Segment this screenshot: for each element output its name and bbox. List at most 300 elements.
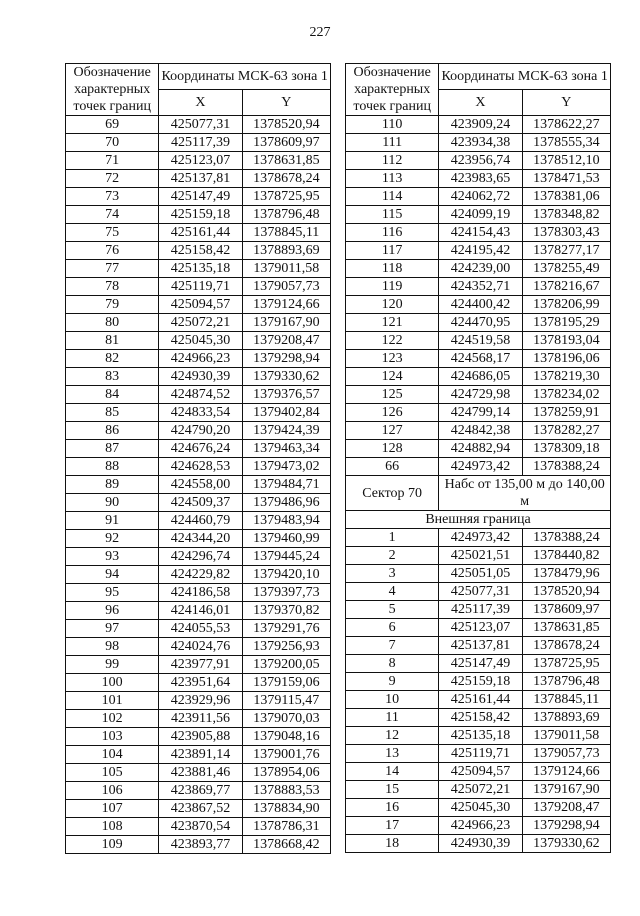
point-id-cell: 96	[66, 602, 159, 620]
x-coordinate-cell: 425072,21	[439, 781, 522, 799]
table-row	[346, 188, 611, 206]
x-coordinate-cell: 425051,05	[439, 565, 522, 583]
table-row	[66, 764, 331, 782]
table-row	[346, 350, 611, 368]
x-coordinate-cell: 425077,31	[159, 116, 242, 134]
y-coordinate-cell: 1379048,16	[242, 728, 330, 746]
point-id-cell: 75	[66, 224, 159, 242]
point-id-cell: 105	[66, 764, 159, 782]
point-id-cell: 103	[66, 728, 159, 746]
x-coordinate-cell: 423869,77	[159, 782, 242, 800]
x-coordinate-cell: 425147,49	[439, 655, 522, 673]
table-row	[66, 584, 331, 602]
x-coordinate-cell: 425117,39	[439, 601, 522, 619]
point-id-cell: 16	[346, 799, 439, 817]
y-coordinate-cell: 1378725,95	[242, 188, 330, 206]
table-row	[66, 242, 331, 260]
table-row	[346, 404, 611, 422]
x-coordinate-cell: 423870,54	[159, 818, 242, 836]
x-coordinate-cell: 424799,14	[439, 404, 522, 422]
x-coordinate-cell: 425077,31	[439, 583, 522, 601]
x-coordinate-cell: 423911,56	[159, 710, 242, 728]
table-row	[66, 170, 331, 188]
table-row	[346, 242, 611, 260]
y-coordinate-cell: 1378282,27	[522, 422, 610, 440]
point-id-cell: 108	[66, 818, 159, 836]
x-coordinate-cell: 424568,17	[439, 350, 522, 368]
x-coordinate-cell: 424966,23	[439, 817, 522, 835]
table-row	[66, 674, 331, 692]
y-coordinate-cell: 1379011,58	[522, 727, 610, 745]
table-row	[346, 296, 611, 314]
point-id-cell: 117	[346, 242, 439, 260]
point-id-cell: 1	[346, 529, 439, 547]
point-id-cell: 94	[66, 566, 159, 584]
point-id-cell: 114	[346, 188, 439, 206]
table-row	[66, 332, 331, 350]
table-row	[66, 404, 331, 422]
coordinates-table-right	[345, 63, 611, 853]
point-id-cell: 88	[66, 458, 159, 476]
sector-note: Набс от 135,00 м до 140,00 м	[439, 476, 611, 511]
x-coordinate-cell: 424874,52	[159, 386, 242, 404]
x-coordinate-cell: 425123,07	[159, 152, 242, 170]
y-coordinate-cell: 1378622,27	[522, 116, 610, 134]
table-row	[346, 116, 611, 134]
point-id-cell: 121	[346, 314, 439, 332]
y-coordinate-cell: 1378195,29	[522, 314, 610, 332]
point-id-cell: 7	[346, 637, 439, 655]
right-table-body-bottom	[346, 529, 611, 853]
y-coordinate-cell: 1379376,57	[242, 386, 330, 404]
table-row	[66, 260, 331, 278]
point-id-cell: 120	[346, 296, 439, 314]
x-coordinate-cell: 423893,77	[159, 836, 242, 854]
y-coordinate-cell: 1379397,73	[242, 584, 330, 602]
y-coordinate-cell: 1378893,69	[522, 709, 610, 727]
coordinates-header: Координаты МСК-63 зона 1	[159, 64, 331, 90]
table-row	[346, 440, 611, 458]
x-coordinate-cell: 424055,53	[159, 620, 242, 638]
x-header: X	[439, 90, 522, 116]
table-row	[346, 386, 611, 404]
table-row	[66, 296, 331, 314]
table-row	[66, 512, 331, 530]
y-coordinate-cell: 1378479,96	[522, 565, 610, 583]
y-coordinate-cell: 1379298,94	[522, 817, 610, 835]
table-row	[346, 835, 611, 853]
y-coordinate-cell: 1378520,94	[522, 583, 610, 601]
y-coordinate-cell: 1379167,90	[242, 314, 330, 332]
point-id-cell: 76	[66, 242, 159, 260]
point-id-cell: 72	[66, 170, 159, 188]
point-id-cell: 11	[346, 709, 439, 727]
point-id-cell: 90	[66, 494, 159, 512]
y-coordinate-cell: 1379420,10	[242, 566, 330, 584]
table-row	[66, 692, 331, 710]
point-id-cell: 80	[66, 314, 159, 332]
point-id-cell: 18	[346, 835, 439, 853]
y-coordinate-cell: 1378796,48	[522, 673, 610, 691]
table-row	[66, 566, 331, 584]
x-coordinate-cell: 425158,42	[439, 709, 522, 727]
point-id-cell: 71	[66, 152, 159, 170]
point-id-cell: 110	[346, 116, 439, 134]
y-coordinate-cell: 1379424,39	[242, 422, 330, 440]
table-row	[66, 710, 331, 728]
table-row	[346, 260, 611, 278]
x-coordinate-cell: 425072,21	[159, 314, 242, 332]
table-row	[66, 620, 331, 638]
table-row	[346, 745, 611, 763]
x-coordinate-cell: 423977,91	[159, 656, 242, 674]
table-row	[346, 458, 611, 476]
point-id-cell: 89	[66, 476, 159, 494]
point-id-cell: 123	[346, 350, 439, 368]
table-row	[346, 763, 611, 781]
y-coordinate-cell: 1378609,97	[242, 134, 330, 152]
table-row	[346, 619, 611, 637]
x-coordinate-cell: 424352,71	[439, 278, 522, 296]
y-coordinate-cell: 1379291,76	[242, 620, 330, 638]
y-coordinate-cell: 1379445,24	[242, 548, 330, 566]
y-coordinate-cell: 1378193,04	[522, 332, 610, 350]
point-id-cell: 78	[66, 278, 159, 296]
point-id-cell: 119	[346, 278, 439, 296]
x-coordinate-cell: 424186,58	[159, 584, 242, 602]
point-id-cell: 70	[66, 134, 159, 152]
x-coordinate-cell: 424400,42	[439, 296, 522, 314]
point-id-cell: 98	[66, 638, 159, 656]
x-coordinate-cell: 424146,01	[159, 602, 242, 620]
y-coordinate-cell: 1378309,18	[522, 440, 610, 458]
table-row	[346, 655, 611, 673]
y-coordinate-cell: 1379330,62	[242, 368, 330, 386]
x-coordinate-cell: 424973,42	[439, 529, 522, 547]
x-coordinate-cell: 425094,57	[159, 296, 242, 314]
table-row	[346, 206, 611, 224]
y-coordinate-cell: 1378845,11	[522, 691, 610, 709]
table-row	[346, 368, 611, 386]
table-row	[66, 152, 331, 170]
point-id-cell: 107	[66, 800, 159, 818]
x-coordinate-cell: 425161,44	[159, 224, 242, 242]
y-coordinate-cell: 1378234,02	[522, 386, 610, 404]
point-id-cell: 97	[66, 620, 159, 638]
x-coordinate-cell: 425137,81	[439, 637, 522, 655]
point-id-cell: 66	[346, 458, 439, 476]
x-coordinate-cell: 423905,88	[159, 728, 242, 746]
y-coordinate-cell: 1378196,06	[522, 350, 610, 368]
table-row	[66, 530, 331, 548]
y-coordinate-cell: 1378348,82	[522, 206, 610, 224]
table-row	[346, 691, 611, 709]
y-coordinate-cell: 1379402,84	[242, 404, 330, 422]
table-row	[346, 727, 611, 745]
y-coordinate-cell: 1379208,47	[242, 332, 330, 350]
y-coordinate-cell: 1378555,34	[522, 134, 610, 152]
y-coordinate-cell: 1379256,93	[242, 638, 330, 656]
y-coordinate-cell: 1378668,42	[242, 836, 330, 854]
y-coordinate-cell: 1378678,24	[242, 170, 330, 188]
y-coordinate-cell: 1378631,85	[522, 619, 610, 637]
point-id-cell: 74	[66, 206, 159, 224]
table-row	[66, 494, 331, 512]
x-coordinate-cell: 425123,07	[439, 619, 522, 637]
table-row	[66, 638, 331, 656]
points-header: Обозначение характерных точек границ	[66, 64, 159, 116]
y-coordinate-cell: 1378206,99	[522, 296, 610, 314]
table-row	[346, 799, 611, 817]
table-row	[66, 422, 331, 440]
y-coordinate-cell: 1379011,58	[242, 260, 330, 278]
point-id-cell: 99	[66, 656, 159, 674]
x-coordinate-cell: 424930,39	[159, 368, 242, 386]
y-coordinate-cell: 1378440,82	[522, 547, 610, 565]
table-row	[346, 332, 611, 350]
x-coordinate-cell: 425094,57	[439, 763, 522, 781]
y-coordinate-cell: 1378216,67	[522, 278, 610, 296]
x-coordinate-cell: 423891,14	[159, 746, 242, 764]
x-coordinate-cell: 424154,43	[439, 224, 522, 242]
point-id-cell: 106	[66, 782, 159, 800]
table-row	[66, 224, 331, 242]
y-coordinate-cell: 1378277,17	[522, 242, 610, 260]
y-coordinate-cell: 1378678,24	[522, 637, 610, 655]
point-id-cell: 93	[66, 548, 159, 566]
table-row	[66, 350, 331, 368]
table-row	[346, 547, 611, 565]
y-coordinate-cell: 1379486,96	[242, 494, 330, 512]
table-row	[346, 529, 611, 547]
x-coordinate-cell: 424195,42	[439, 242, 522, 260]
point-id-cell: 126	[346, 404, 439, 422]
x-coordinate-cell: 425119,71	[159, 278, 242, 296]
point-id-cell: 111	[346, 134, 439, 152]
y-coordinate-cell: 1379070,03	[242, 710, 330, 728]
x-coordinate-cell: 424930,39	[439, 835, 522, 853]
table-row	[66, 458, 331, 476]
point-id-cell: 128	[346, 440, 439, 458]
table-row	[346, 152, 611, 170]
point-id-cell: 6	[346, 619, 439, 637]
point-id-cell: 4	[346, 583, 439, 601]
y-coordinate-cell: 1378471,53	[522, 170, 610, 188]
table-row	[346, 422, 611, 440]
y-coordinate-cell: 1378520,94	[242, 116, 330, 134]
y-coordinate-cell: 1379057,73	[522, 745, 610, 763]
point-id-cell: 15	[346, 781, 439, 799]
table-row	[346, 637, 611, 655]
table-row	[346, 583, 611, 601]
point-id-cell: 109	[66, 836, 159, 854]
y-coordinate-cell: 1379057,73	[242, 278, 330, 296]
x-coordinate-cell: 425045,30	[159, 332, 242, 350]
y-coordinate-cell: 1379115,47	[242, 692, 330, 710]
x-coordinate-cell: 425158,42	[159, 242, 242, 260]
y-coordinate-cell: 1378883,53	[242, 782, 330, 800]
table-row	[346, 709, 611, 727]
x-header: X	[159, 90, 242, 116]
sector-section	[346, 476, 611, 529]
point-id-cell: 118	[346, 260, 439, 278]
table-row	[66, 206, 331, 224]
x-coordinate-cell: 424024,76	[159, 638, 242, 656]
y-coordinate-cell: 1378381,06	[522, 188, 610, 206]
x-coordinate-cell: 425159,18	[439, 673, 522, 691]
outer-boundary-title: Внешняя граница	[346, 511, 611, 529]
x-coordinate-cell: 424882,94	[439, 440, 522, 458]
table-row	[66, 386, 331, 404]
point-id-cell: 8	[346, 655, 439, 673]
point-id-cell: 124	[346, 368, 439, 386]
y-coordinate-cell: 1379208,47	[522, 799, 610, 817]
point-id-cell: 92	[66, 530, 159, 548]
point-id-cell: 69	[66, 116, 159, 134]
y-coordinate-cell: 1378219,30	[522, 368, 610, 386]
y-coordinate-cell: 1379159,06	[242, 674, 330, 692]
x-coordinate-cell: 424062,72	[439, 188, 522, 206]
x-coordinate-cell: 424842,38	[439, 422, 522, 440]
point-id-cell: 14	[346, 763, 439, 781]
y-coordinate-cell: 1378631,85	[242, 152, 330, 170]
point-id-cell: 77	[66, 260, 159, 278]
x-coordinate-cell: 423956,74	[439, 152, 522, 170]
x-coordinate-cell: 423983,65	[439, 170, 522, 188]
point-id-cell: 5	[346, 601, 439, 619]
x-coordinate-cell: 424676,24	[159, 440, 242, 458]
x-coordinate-cell: 424519,58	[439, 332, 522, 350]
y-coordinate-cell: 1378512,10	[522, 152, 610, 170]
coordinates-table-left	[65, 63, 331, 854]
table-row	[66, 314, 331, 332]
point-id-cell: 83	[66, 368, 159, 386]
x-coordinate-cell: 424239,00	[439, 260, 522, 278]
table-row	[66, 134, 331, 152]
x-coordinate-cell: 424470,95	[439, 314, 522, 332]
x-coordinate-cell: 423867,52	[159, 800, 242, 818]
x-coordinate-cell: 424686,05	[439, 368, 522, 386]
x-coordinate-cell: 423881,46	[159, 764, 242, 782]
table-row	[66, 800, 331, 818]
point-id-cell: 2	[346, 547, 439, 565]
table-row	[66, 746, 331, 764]
point-id-cell: 82	[66, 350, 159, 368]
point-id-cell: 17	[346, 817, 439, 835]
x-coordinate-cell: 425147,49	[159, 188, 242, 206]
table-row	[66, 368, 331, 386]
point-id-cell: 10	[346, 691, 439, 709]
point-id-cell: 127	[346, 422, 439, 440]
y-coordinate-cell: 1378834,90	[242, 800, 330, 818]
point-id-cell: 13	[346, 745, 439, 763]
y-coordinate-cell: 1379200,05	[242, 656, 330, 674]
y-coordinate-cell: 1379484,71	[242, 476, 330, 494]
x-coordinate-cell: 424509,37	[159, 494, 242, 512]
table-row	[66, 548, 331, 566]
point-id-cell: 102	[66, 710, 159, 728]
x-coordinate-cell: 424099,19	[439, 206, 522, 224]
x-coordinate-cell: 423929,96	[159, 692, 242, 710]
y-coordinate-cell: 1379330,62	[522, 835, 610, 853]
table-row	[66, 116, 331, 134]
point-id-cell: 73	[66, 188, 159, 206]
table-row	[66, 440, 331, 458]
y-coordinate-cell: 1378388,24	[522, 458, 610, 476]
point-id-cell: 100	[66, 674, 159, 692]
right-table-body-top	[346, 116, 611, 476]
y-coordinate-cell: 1379460,99	[242, 530, 330, 548]
point-id-cell: 125	[346, 386, 439, 404]
points-header: Обозначение характерных точек границ	[346, 64, 439, 116]
y-coordinate-cell: 1379001,76	[242, 746, 330, 764]
x-coordinate-cell: 424628,53	[159, 458, 242, 476]
x-coordinate-cell: 425137,81	[159, 170, 242, 188]
point-id-cell: 3	[346, 565, 439, 583]
table-row	[66, 476, 331, 494]
y-coordinate-cell: 1379463,34	[242, 440, 330, 458]
point-id-cell: 116	[346, 224, 439, 242]
table-row	[66, 278, 331, 296]
page-number: 227	[309, 25, 331, 40]
x-coordinate-cell: 424966,23	[159, 350, 242, 368]
point-id-cell: 101	[66, 692, 159, 710]
y-coordinate-cell: 1379483,94	[242, 512, 330, 530]
table-row	[346, 134, 611, 152]
point-id-cell: 84	[66, 386, 159, 404]
table-row	[346, 781, 611, 799]
point-id-cell: 115	[346, 206, 439, 224]
table-row	[346, 170, 611, 188]
y-coordinate-cell: 1378609,97	[522, 601, 610, 619]
point-id-cell: 113	[346, 170, 439, 188]
table-row	[346, 601, 611, 619]
left-table-body	[66, 116, 331, 854]
point-id-cell: 112	[346, 152, 439, 170]
sector-label: Сектор 70	[346, 476, 439, 511]
x-coordinate-cell: 424833,54	[159, 404, 242, 422]
table-row	[66, 656, 331, 674]
table-row	[346, 278, 611, 296]
table-row	[346, 224, 611, 242]
x-coordinate-cell: 424790,20	[159, 422, 242, 440]
x-coordinate-cell: 425159,18	[159, 206, 242, 224]
table-row	[346, 565, 611, 583]
x-coordinate-cell: 424973,42	[439, 458, 522, 476]
point-id-cell: 91	[66, 512, 159, 530]
x-coordinate-cell: 424460,79	[159, 512, 242, 530]
y-coordinate-cell: 1378255,49	[522, 260, 610, 278]
y-coordinate-cell: 1378388,24	[522, 529, 610, 547]
table-row	[66, 782, 331, 800]
x-coordinate-cell: 423951,64	[159, 674, 242, 692]
x-coordinate-cell: 424229,82	[159, 566, 242, 584]
point-id-cell: 12	[346, 727, 439, 745]
point-id-cell: 104	[66, 746, 159, 764]
y-header: Y	[242, 90, 330, 116]
y-coordinate-cell: 1378303,43	[522, 224, 610, 242]
x-coordinate-cell: 424729,98	[439, 386, 522, 404]
y-coordinate-cell: 1378954,06	[242, 764, 330, 782]
x-coordinate-cell: 425135,18	[439, 727, 522, 745]
y-coordinate-cell: 1378796,48	[242, 206, 330, 224]
y-coordinate-cell: 1379167,90	[522, 781, 610, 799]
y-coordinate-cell: 1378259,91	[522, 404, 610, 422]
table-row	[66, 602, 331, 620]
x-coordinate-cell: 425161,44	[439, 691, 522, 709]
table-row	[346, 673, 611, 691]
x-coordinate-cell: 424558,00	[159, 476, 242, 494]
